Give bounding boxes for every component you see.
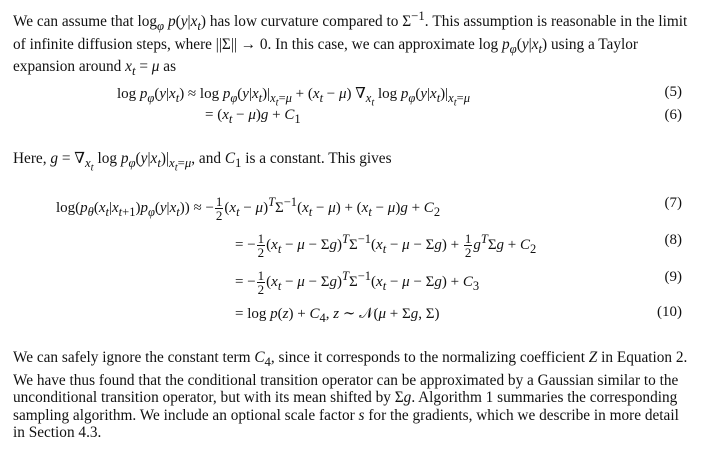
equation-5	[0, 84, 702, 109]
equation-6-number: (6)	[664, 107, 682, 123]
equation-8	[0, 231, 702, 261]
paragraph-conclusion: We can safely ignore the constant term $C_4$, since it corresponds to the normalizing coefficient Z in Equation 2. We have thus found that the conditional transition operator can be approximated by a Gaussian similar to the unconditional transition operator, but with its mean shifted by Σg. Algorithm 1 summaries the corresponding sampling algorithm. We include an optional scale factor s for the gradients, which we describe in more detail in Section 4.3.	[13, 349, 688, 442]
equation-5-body: $\log p_\varphi(y|x_t) \approx \log p_\varphi(y|x_t)|_{x_t=\mu} + (x_t - \mu)$ $\nabla_{x_t}$ $\log p_\varphi(y|x_t)|_{x_t=\mu}$	[117, 86, 470, 109]
equation-9-body: = − $\frac{1}{2}$ $(x_t - \mu - \Sigma g)^T\Sigma^{-1}(x_t - \mu - \Sigma g) + C_3$	[235, 268, 480, 298]
paragraph-here-g: Here, $g = \nabla_{x_t}$ $\log p_\varphi(y|x_t)|_{x_t=\mu}$, and $C_1$ is a constant. This gives	[13, 150, 392, 174]
equation-9	[0, 268, 702, 298]
equation-5-number: (5)	[664, 84, 682, 100]
equation-8-body: = − $\frac{1}{2}$ $(x_t - \mu - \Sigma g)^T\Sigma^{-1}(x_t - \mu - \Sigma g)$ + $\frac{1}{2}$ $g^T\Sigma g + C_2$	[235, 231, 537, 261]
equation-10-body: = $\log p(z) + C_4$, z ∼ 𝒩(μ + Σg, Σ)	[235, 306, 440, 325]
equation-6-body: = $(x_t - \mu)g + C_1$	[205, 107, 301, 126]
paragraph-assumption: We can assume that $\log_\varphi p(y|x_t)$ has low curvature compared to $\Sigma^{-1}$. This assumption is reasonable in the limit of infinite diffusion steps, where ||Σ|| → 0. In this case, we can approximate $\log p_\varphi(y|x_t)$ using a Taylor expansion around $x_t = \mu$ as	[13, 9, 688, 79]
equation-10	[0, 304, 702, 326]
equation-7-body: $\log(p_\theta(x_t|x_{t+1})p_\varphi(y|x_t))$ ≈ − $\frac{1}{2}$ $(x_t - \mu)^T\Sigma^{-1}(x_t - \mu) + (x_t - \mu)g + C_2$	[56, 194, 441, 224]
equation-7-number: (7)	[664, 195, 682, 211]
equation-9-number: (9)	[664, 269, 682, 285]
equation-8-number: (8)	[664, 232, 682, 248]
equation-10-number: (10)	[657, 304, 682, 320]
equation-6	[0, 107, 702, 129]
equation-7	[0, 194, 702, 224]
